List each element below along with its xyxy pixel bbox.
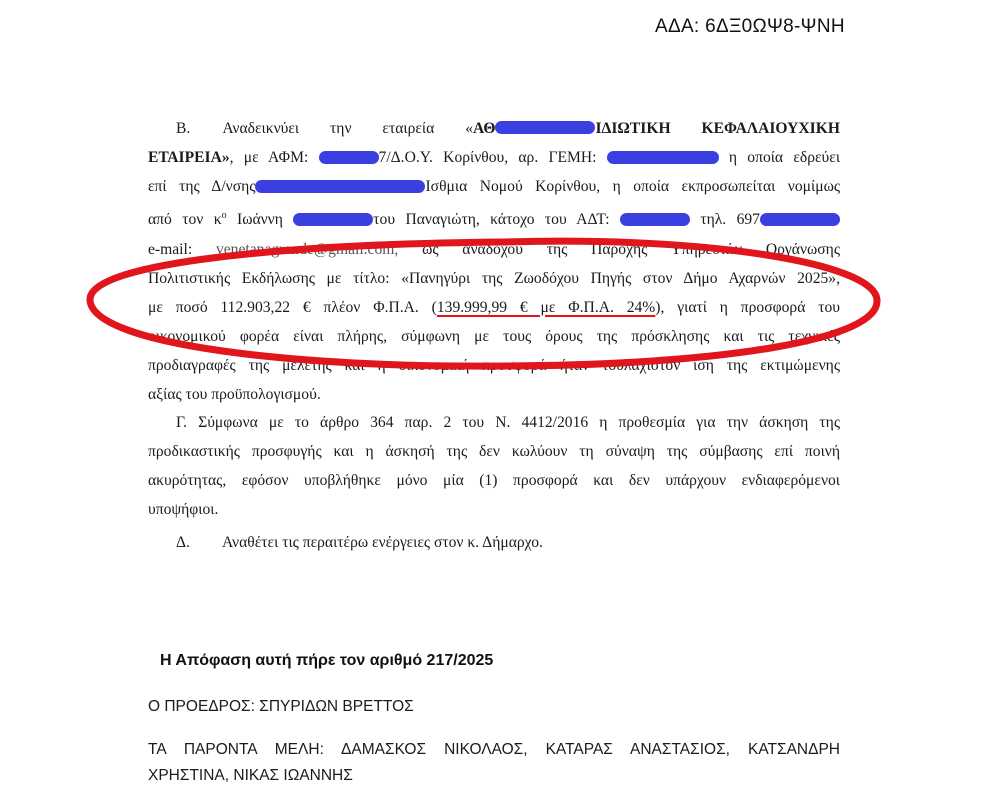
para-b-line-7: με ποσό 112.903,22 € πλέον Φ.Π.Α. (139.999,99 € με Φ.Π.Α. 24%), γιατί η προσφορά του	[148, 298, 841, 316]
para-g-line-1: Γ. Σύμφωνα με το άρθρο 364 παρ. 2 του Ν. 4412/2016 η προθεσμία για την άσκηση της	[176, 414, 840, 431]
decision-number: Η Απόφαση αυτή πήρε τον αριθμό 217/2025	[160, 652, 494, 669]
redaction-mark	[620, 213, 690, 226]
para-b-line-5: e-mail: venetanagrande@gmail.com, ως ανάδοχου της Παροχής Υπηρεσιών Οργάνωσης	[148, 240, 841, 258]
paragraph-g	[148, 408, 840, 524]
para-g-line-4: υποψήφιοι.	[148, 501, 219, 519]
members-list: ΤΑ ΠΑΡΟΝΤΑ ΜΕΛΗ: ΔΑΜΑΣΚΟΣ ΝΙΚΟΛΑΟΣ, ΚΑΤΑΡΑΣ ΑΝΑΣΤΑΣΙΟΣ, ΚΑΤΣΑΝΔΡΗ ΧΡΗΣΤΙΝΑ, ΝΙΚΑΣ ΙΩΑΝΝΗΣ	[148, 741, 840, 784]
para-g-line-3: ακυρότητας, εφόσον υποβλήθηκε μόνο μία (1) προσφορά και δεν υπάρχουν ενδιαφερόμενοι	[148, 472, 840, 490]
paragraph-d: Δ. Αναθέτει τις περαιτέρω ενέργειες στον κ. Δήμαρχο.	[176, 534, 543, 551]
para-b-line-6: Πολιτιστικής Εκδήλωσης με τίτλο: «Πανηγύρι της Ζωοδόχου Πηγής στον Δήμο Αχαρνών 2025»,	[148, 269, 840, 287]
redaction-mark	[319, 151, 379, 164]
para-b-line-1: Β. Αναδεικνύει την εταιρεία «ΑΘ ΙΔΙΩΤΙΚΗ ΚΕΦΑΛΑΙΟΥΧΙΚΗ	[176, 120, 840, 137]
para-b-line-8: οικονομικού φορέα είναι πλήρης, σύμφωνη με τους όρους της πρόσκλησης και τις τεχνικές	[148, 327, 840, 345]
ada-code: ΑΔΑ: 6ΔΞ0ΩΨ8-ΨΝΗ	[655, 16, 845, 37]
para-b-line-2: ΕΤΑΙΡΕΙΑ», με ΑΦΜ: 7/Δ.Ο.Υ. Κορίνθου, αρ. ΓΕΜΗ: η οποία εδρεύει	[148, 149, 841, 167]
redaction-mark	[607, 151, 719, 164]
para-g-line-2: προδικαστικής προσφυγής και η άσκησή της δεν κωλύουν τη σύναψη της σύμβασης επί ποινή	[148, 443, 840, 461]
para-b-line-4: από τον $\kappa^o$ Ιωάννη του Παναγιώτη, κάτοχο του ΑΔΤ: τηλ. 697	[148, 201, 840, 234]
amount-with-vat: 139.999,99 € με Φ.Π.Α. 24%	[436, 298, 656, 316]
para-b-line-9: προδιαγραφές της μελέτης και η οικονομική προσφορά ήταν τουλάχιστον ίση της εκτιμώμενης	[148, 356, 840, 374]
president-line: Ο ΠΡΟΕΔΡΟΣ: ΣΠΥΡΙΔΩΝ ΒΡΕΤΤΟΣ	[148, 698, 414, 715]
redaction-mark	[760, 213, 840, 226]
para-b-line-3: επί της Δ/νσης Ισθμια Νομού Κορίνθου, η οποία εκπροσωπείται νομίμως	[148, 178, 841, 196]
paragraph-b	[148, 114, 840, 409]
para-b-line-10: αξίας του προϋπολογισμού.	[148, 386, 321, 404]
redaction-mark	[293, 213, 373, 226]
redaction-mark	[495, 121, 595, 134]
redaction-mark	[255, 180, 425, 193]
